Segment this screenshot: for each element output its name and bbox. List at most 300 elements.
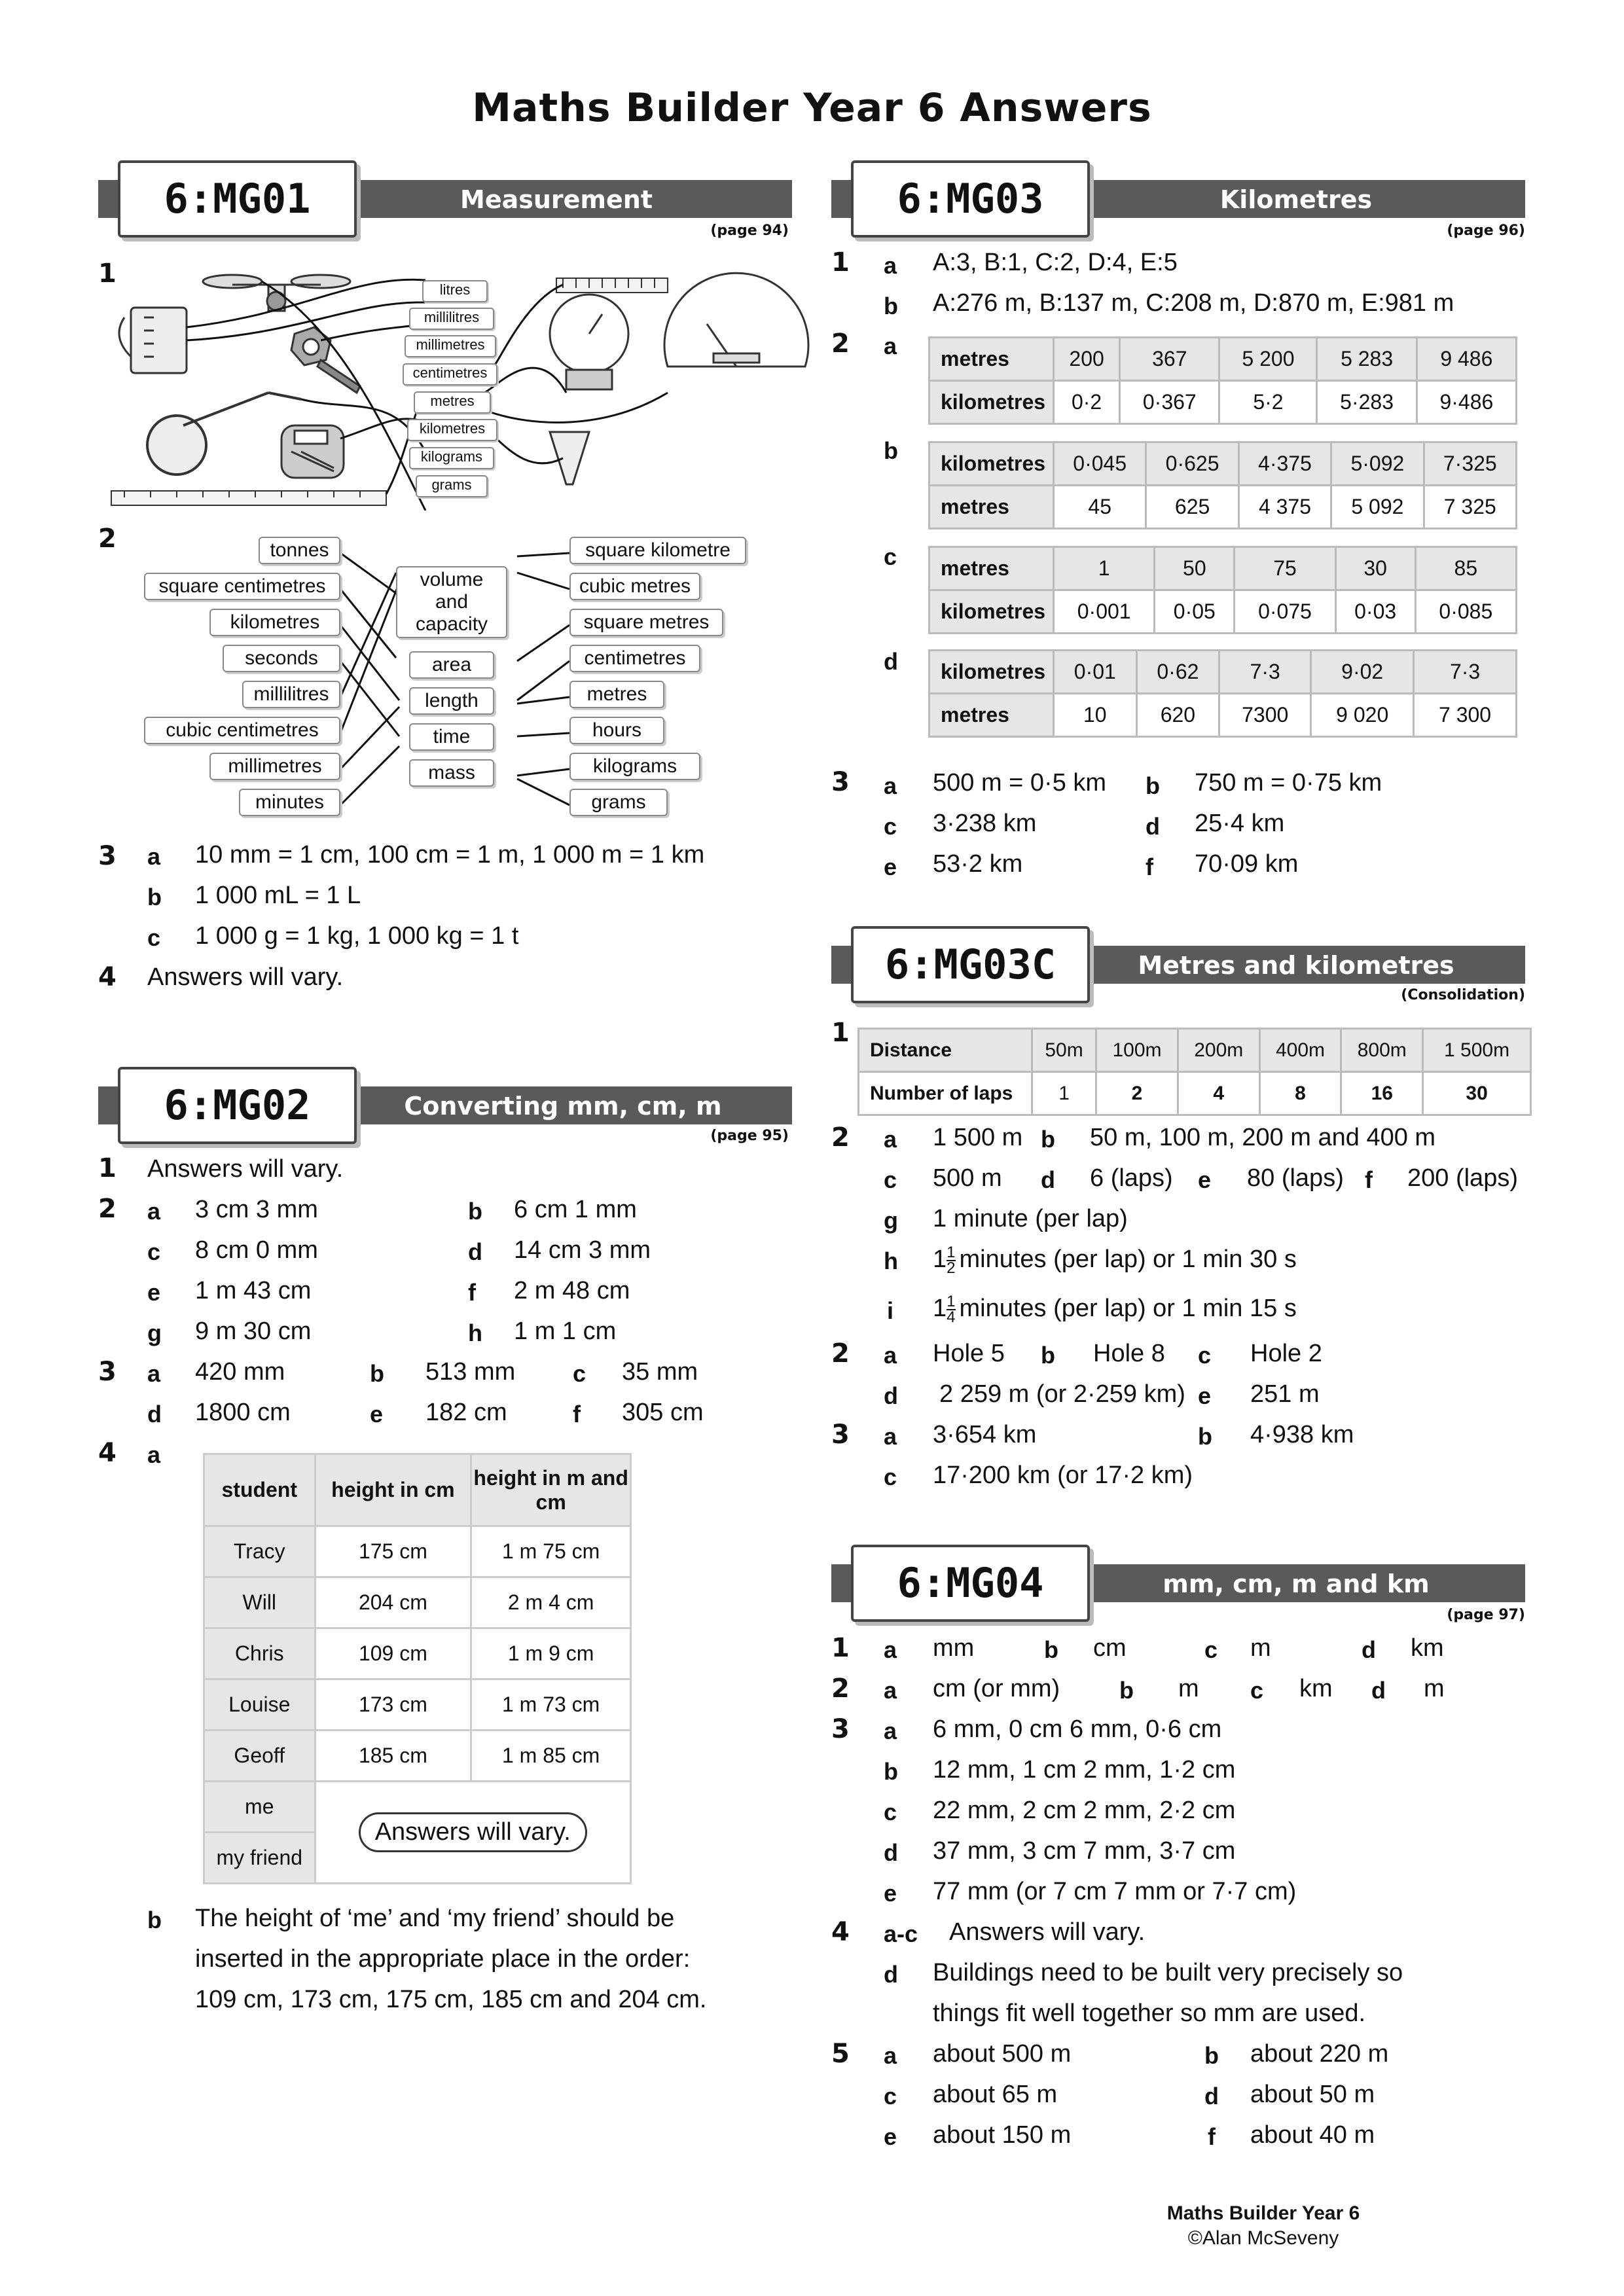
right-unit: hours: [569, 717, 664, 744]
left-unit: millilitres: [242, 681, 340, 708]
part-letter: c: [147, 924, 161, 951]
table-cell: 5·2: [1219, 381, 1317, 424]
table-cell: 109 cm: [315, 1628, 471, 1679]
answer-text: 9 m 30 cm: [195, 1318, 312, 1345]
part-letter: c: [884, 813, 897, 840]
heights-table: [203, 1453, 632, 1884]
question-number: 1: [98, 259, 117, 289]
part-letter: c: [1204, 1636, 1218, 1663]
answer-text: Hole 2: [1250, 1340, 1322, 1367]
answer-text: minutes (per lap) or 1 min 30 s: [959, 1246, 1297, 1274]
table-cell: 9·02: [1311, 651, 1414, 694]
left-unit: kilometres: [209, 609, 340, 636]
table-header: student: [204, 1454, 316, 1526]
answer-text: 17·200 km (or 17·2 km): [933, 1462, 1193, 1489]
table-cell: 0·045: [1054, 442, 1146, 486]
part-letter: c: [884, 1166, 897, 1193]
bathroom-scale-icon: [281, 425, 344, 478]
part-letter: c: [147, 1238, 161, 1265]
question-number: 5: [831, 2039, 850, 2069]
unit-label: millimetres: [405, 335, 496, 357]
part-letter: d: [884, 648, 898, 675]
answer-text: 2 m 48 cm: [514, 1277, 630, 1304]
answer-text: Hole 8: [1093, 1340, 1165, 1367]
answer-text: 1 minute (per lap): [933, 1205, 1128, 1232]
answer-text: 500 m = 0·5 km: [933, 769, 1107, 797]
unit-label: litres: [422, 280, 488, 302]
table-cell: 0·001: [1054, 590, 1155, 634]
answer-text: 1 m 43 cm: [195, 1277, 312, 1304]
answer-text: about 220 m: [1250, 2040, 1389, 2068]
conversion-table-d: [928, 649, 1517, 738]
table-cell: 30: [1335, 547, 1415, 590]
part-letter: c: [1250, 1677, 1264, 1704]
table-cell: 50m: [1032, 1029, 1096, 1072]
middle-quantity: mass: [409, 759, 494, 787]
table-cell: Tracy: [204, 1526, 316, 1577]
ruler-icon: [111, 491, 386, 505]
part-letter: i: [887, 1297, 894, 1324]
middle-quantity: volume and capacity: [396, 566, 507, 638]
kitchen-scale-icon: [550, 295, 628, 389]
table-cell: 1 m 75 cm: [471, 1526, 631, 1577]
answer-text: km: [1299, 1675, 1333, 1702]
table-cell: 0·03: [1335, 590, 1415, 634]
unit-label: kilograms: [409, 447, 494, 469]
answer-text: about 500 m: [933, 2040, 1072, 2068]
part-letter: d: [1146, 813, 1160, 840]
table-cell: 7·325: [1424, 442, 1516, 486]
table-cell: 620: [1136, 694, 1219, 737]
row-label: metres: [929, 547, 1054, 590]
table-cell: 1: [1054, 547, 1155, 590]
answer-text: 25·4 km: [1195, 810, 1285, 837]
part-letter: f: [573, 1401, 581, 1427]
table-cell: 9·486: [1416, 381, 1516, 424]
question-number: 2: [831, 1338, 850, 1369]
part-letter: b: [884, 293, 898, 319]
left-unit: tonnes: [259, 537, 340, 564]
question-number: 2: [831, 1122, 850, 1153]
part-letter: d: [884, 1839, 898, 1866]
table-cell: 5·092: [1331, 442, 1424, 486]
answer-text: about 150 m: [933, 2121, 1072, 2149]
answer-text: minutes (per lap) or 1 min 15 s: [959, 1295, 1297, 1323]
measuring-jug-icon: [119, 308, 187, 373]
table-cell: 175 cm: [315, 1526, 471, 1577]
answer-text: 6 (laps): [1090, 1164, 1173, 1192]
table-cell: 1 m 85 cm: [471, 1731, 631, 1782]
table-cell: 0·075: [1235, 590, 1335, 634]
page-title: Maths Builder Year 6 Answers: [472, 85, 1152, 131]
part-letter: d: [1371, 1677, 1386, 1704]
part-letter: a: [884, 772, 897, 799]
question-number: 2: [831, 1674, 850, 1704]
table-cell: 9 486: [1416, 338, 1516, 381]
row-label: Distance: [859, 1029, 1032, 1072]
question-number: 1: [831, 247, 850, 278]
answer-text: m: [1250, 1634, 1271, 1662]
answer-text: about 65 m: [933, 2081, 1058, 2108]
right-unit: centimetres: [569, 645, 700, 672]
table-cell: my friend: [204, 1833, 316, 1884]
right-unit: metres: [569, 681, 664, 708]
answers-vary-note: Answers will vary.: [359, 1812, 587, 1852]
answer-text: 70·09 km: [1195, 850, 1299, 878]
part-letter: f: [468, 1279, 476, 1306]
table-cell: 2: [1096, 1072, 1178, 1115]
part-letter: a: [884, 332, 897, 359]
answer-text: 1800 cm: [195, 1399, 291, 1426]
part-letter: b: [884, 437, 898, 464]
table-cell: 0·05: [1155, 590, 1235, 634]
section-heading: Measurement: [460, 185, 653, 214]
answer-text: Answers will vary.: [949, 1918, 1146, 1946]
right-unit: square metres: [569, 609, 723, 636]
footer-copyright: ©Alan McSeveny: [1187, 2227, 1339, 2249]
table-cell: 45: [1054, 486, 1146, 529]
question-number: 4: [98, 1438, 117, 1468]
answer-text: 77 mm (or 7 cm 7 mm or 7·7 cm): [933, 1878, 1297, 1905]
answer-text: 4·938 km: [1250, 1421, 1354, 1448]
middle-quantity: area: [409, 651, 494, 679]
part-letter: d: [147, 1401, 162, 1427]
answer-text: km: [1411, 1634, 1444, 1662]
part-letter: e: [1198, 1382, 1212, 1409]
table-cell: 1 m 73 cm: [471, 1679, 631, 1731]
table-cell: 0·62: [1136, 651, 1219, 694]
part-letter: f: [1146, 853, 1153, 880]
answer-text: 200 (laps): [1407, 1164, 1518, 1192]
table-cell: 7 325: [1424, 486, 1516, 529]
unit-label: centimetres: [403, 363, 497, 386]
question-number: 3: [98, 841, 117, 871]
right-unit: grams: [569, 789, 668, 816]
part-letter: a-c: [884, 1920, 918, 1947]
part-letter: e: [884, 2123, 897, 2150]
part-letter: a: [884, 1636, 897, 1663]
conversion-table-b: [928, 441, 1517, 529]
answer-text: 35 mm: [622, 1358, 698, 1386]
table-cell: 367: [1120, 338, 1219, 381]
unit-label: kilometres: [407, 419, 497, 441]
part-letter: a: [884, 1342, 897, 1369]
answer-text: 1 m 1 cm: [514, 1318, 617, 1345]
table-cell: 0·085: [1415, 590, 1516, 634]
measuring-cylinder-icon: [550, 432, 589, 484]
unit-label: grams: [416, 475, 488, 497]
answer-text: 305 cm: [622, 1399, 704, 1426]
laps-table: [857, 1028, 1532, 1116]
answer-text: cm (or mm): [933, 1675, 1060, 1702]
part-letter: b: [1146, 772, 1160, 799]
table-cell: 4: [1178, 1072, 1259, 1115]
page-reference: (page 96): [1447, 223, 1525, 239]
answer-text: 1 500 m: [933, 1124, 1023, 1151]
section-code: 6:MG01: [118, 160, 357, 238]
question-number: 2: [98, 524, 117, 554]
answer-text: Answers will vary.: [147, 1155, 344, 1183]
part-letter: b: [884, 1758, 898, 1785]
left-unit: millimetres: [209, 753, 340, 780]
table-cell: 185 cm: [315, 1731, 471, 1782]
table-cell: 400m: [1259, 1029, 1341, 1072]
table-cell: Chris: [204, 1628, 316, 1679]
right-unit: cubic metres: [569, 573, 700, 600]
part-letter: b: [1041, 1342, 1055, 1369]
part-letter: c: [884, 1799, 897, 1825]
table-cell: 5·283: [1317, 381, 1416, 424]
unit-label: millilitres: [409, 308, 494, 330]
answer-text: 500 m: [933, 1164, 1002, 1192]
row-label: Number of laps: [859, 1072, 1032, 1115]
row-label: metres: [929, 338, 1054, 381]
answer-text: The height of ‘me’ and ‘my friend’ should be: [195, 1905, 675, 1932]
question-number: 2: [98, 1194, 117, 1224]
table-cell: 8: [1259, 1072, 1341, 1115]
question-number: 3: [98, 1357, 117, 1387]
answer-text: 251 m: [1250, 1380, 1320, 1408]
answer-text: 109 cm, 173 cm, 175 cm, 185 cm and 204 cm.: [195, 1986, 707, 2013]
conversion-table-c: [928, 546, 1517, 634]
row-label: metres: [929, 694, 1054, 737]
part-letter: b: [1119, 1677, 1134, 1704]
right-unit: square kilometre: [569, 537, 746, 564]
part-letter: c: [1198, 1342, 1212, 1369]
part-letter: a: [884, 2042, 897, 2069]
page-reference: (page 94): [710, 223, 789, 239]
question-number: 1: [98, 1153, 117, 1183]
table-cell: 16: [1341, 1072, 1423, 1115]
part-letter: a: [884, 1126, 897, 1153]
fraction-quarter: $\frac{1}{4}$: [947, 1293, 956, 1326]
part-letter: e: [147, 1279, 161, 1306]
part-letter: d: [884, 1961, 898, 1988]
table-cell: [315, 1782, 630, 1884]
table-header: height in m and cm: [471, 1454, 631, 1526]
part-letter: e: [884, 1880, 897, 1907]
table-cell: 50: [1155, 547, 1235, 590]
section-heading: Metres and kilometres: [1138, 951, 1454, 980]
page-reference: (Consolidation): [1401, 987, 1525, 1003]
right-unit: kilograms: [569, 753, 700, 780]
answer-text: 182 cm: [425, 1399, 507, 1426]
answer-text: 50 m, 100 m, 200 m and 400 m: [1090, 1124, 1436, 1151]
question-number: 3: [831, 1420, 850, 1450]
answer-text: Hole 5: [933, 1340, 1005, 1367]
table-cell: 800m: [1341, 1029, 1423, 1072]
table-cell: 0·01: [1054, 651, 1137, 694]
answer-text: 1 000 mL = 1 L: [195, 882, 361, 909]
balance-scale-icon: [203, 275, 350, 311]
part-letter: a: [147, 843, 161, 870]
part-letter: b: [147, 884, 162, 910]
answer-text: 1 $\frac{1}{2}$ minutes (per lap) or 1 min 30 s: [933, 1244, 1297, 1277]
table-cell: 173 cm: [315, 1679, 471, 1731]
part-letter: g: [147, 1319, 162, 1346]
part-letter: a: [147, 1360, 161, 1387]
question-number: 1: [831, 1018, 850, 1048]
part-letter: g: [884, 1207, 898, 1234]
table-cell: 100m: [1096, 1029, 1178, 1072]
part-letter: f: [1208, 2123, 1216, 2150]
table-header: height in cm: [315, 1454, 471, 1526]
part-letter: h: [468, 1319, 482, 1346]
left-unit: square centimetres: [144, 573, 340, 600]
answer-text: 8 cm 0 mm: [195, 1236, 318, 1264]
table-cell: me: [204, 1782, 316, 1833]
part-letter: c: [573, 1360, 586, 1387]
question-number: 4: [831, 1917, 850, 1947]
section-code: 6:MG04: [851, 1545, 1090, 1622]
middle-quantity: length: [409, 687, 494, 715]
answer-text: A:276 m, B:137 m, C:208 m, D:870 m, E:981 m: [933, 289, 1454, 317]
table-cell: 625: [1146, 486, 1238, 529]
table-cell: 7·3: [1219, 651, 1311, 694]
section-heading: Kilometres: [1219, 185, 1373, 214]
table-cell: 0·2: [1054, 381, 1120, 424]
section-heading: mm, cm, m and km: [1163, 1570, 1430, 1598]
answer-text: 3 cm 3 mm: [195, 1196, 318, 1223]
answer-text: 3·238 km: [933, 810, 1037, 837]
table-cell: 4 375: [1238, 486, 1331, 529]
row-label: kilometres: [929, 442, 1054, 486]
answer-text: things fit well together so mm are used.: [933, 2000, 1366, 2027]
part-letter: a: [884, 252, 897, 279]
question-number: 1: [831, 1633, 850, 1663]
odometer-icon: [664, 273, 808, 367]
part-letter: d: [468, 1238, 482, 1265]
page-reference: (page 97): [1447, 1607, 1525, 1623]
answer-text: m: [1424, 1675, 1445, 1702]
table-cell: 1: [1032, 1072, 1096, 1115]
answer-text: 6 cm 1 mm: [514, 1196, 637, 1223]
table-cell: 5 200: [1219, 338, 1317, 381]
part-letter: b: [370, 1360, 384, 1387]
table-cell: 5 283: [1317, 338, 1416, 381]
table-cell: 10: [1054, 694, 1137, 737]
question-number: 4: [98, 962, 117, 992]
unit-label: metres: [414, 391, 491, 414]
part-letter: e: [370, 1401, 384, 1427]
part-letter: c: [884, 1463, 897, 1490]
answer-text: 10 mm = 1 cm, 100 cm = 1 m, 1 000 m = 1 km: [195, 841, 705, 869]
footer-book-title: Maths Builder Year 6: [1166, 2202, 1360, 2224]
part-letter: a: [884, 1717, 897, 1744]
conversion-table-a: [928, 336, 1517, 425]
answer-text: m: [1178, 1675, 1199, 1702]
trundle-wheel-icon: [147, 393, 301, 475]
table-cell: 7300: [1219, 694, 1311, 737]
part-letter: f: [1365, 1166, 1373, 1193]
part-letter: d: [884, 1382, 898, 1409]
middle-quantity: time: [409, 723, 494, 751]
answer-text: about 50 m: [1250, 2081, 1375, 2108]
part-letter: b: [147, 1907, 162, 1933]
table-cell: 1 m 9 cm: [471, 1628, 631, 1679]
table-cell: Will: [204, 1577, 316, 1628]
answer-text: cm: [1093, 1634, 1127, 1662]
part-letter: b: [1044, 1636, 1058, 1663]
answer-text: A:3, B:1, C:2, D:4, E:5: [933, 249, 1178, 276]
answer-text: 12 mm, 1 cm 2 mm, 1·2 cm: [933, 1756, 1236, 1784]
part-letter: d: [1204, 2083, 1219, 2109]
section-code: 6:MG03C: [851, 926, 1090, 1003]
answer-text: about 40 m: [1250, 2121, 1375, 2149]
page-reference: (page 95): [710, 1128, 789, 1144]
table-cell: 85: [1415, 547, 1516, 590]
answer-text: 53·2 km: [933, 850, 1023, 878]
part-letter: d: [1041, 1166, 1055, 1193]
table-cell: 200m: [1178, 1029, 1259, 1072]
table-cell: 200: [1054, 338, 1120, 381]
part-letter: c: [884, 2083, 897, 2109]
part-letter: a: [884, 1677, 897, 1704]
table-cell: Louise: [204, 1679, 316, 1731]
part-letter: b: [1198, 1423, 1212, 1450]
answer-text: 37 mm, 3 cm 7 mm, 3·7 cm: [933, 1837, 1236, 1865]
table-cell: 9 020: [1311, 694, 1414, 737]
section-heading: Converting mm, cm, m: [404, 1092, 722, 1121]
section-code: 6:MG02: [118, 1067, 357, 1144]
row-label: metres: [929, 486, 1054, 529]
answer-text: 1 000 g = 1 kg, 1 000 kg = 1 t: [195, 922, 519, 950]
part-letter: d: [1362, 1636, 1376, 1663]
answer-text: 513 mm: [425, 1358, 516, 1386]
answer-text: 1 $\frac{1}{4}$ minutes (per lap) or 1 min 15 s: [933, 1293, 1297, 1326]
answer-text: 22 mm, 2 cm 2 mm, 2·2 cm: [933, 1797, 1236, 1824]
table-cell: 75: [1235, 547, 1335, 590]
section-code: 6:MG03: [851, 160, 1090, 238]
tape-measure-icon: [556, 278, 668, 293]
answer-text: 750 m = 0·75 km: [1195, 769, 1382, 797]
table-cell: 0·625: [1146, 442, 1238, 486]
answer-text: 80 (laps): [1247, 1164, 1344, 1192]
answer-text: 2 259 m (or 2·259 km): [939, 1380, 1185, 1408]
part-letter: a: [147, 1441, 161, 1468]
answer-text: 14 cm 3 mm: [514, 1236, 651, 1264]
question-number: 2: [831, 329, 850, 359]
part-letter: a: [884, 1423, 897, 1450]
question-number: 3: [831, 1714, 850, 1744]
answer-text: Answers will vary.: [147, 963, 344, 991]
question-number: 3: [831, 767, 850, 797]
left-unit: seconds: [223, 645, 340, 672]
row-label: kilometres: [929, 381, 1054, 424]
part-letter: b: [468, 1198, 482, 1225]
table-cell: 4·375: [1238, 442, 1331, 486]
answer-text: mm: [933, 1634, 975, 1662]
part-letter: e: [1198, 1166, 1212, 1193]
part-letter: b: [1204, 2042, 1219, 2069]
part-letter: a: [147, 1198, 161, 1225]
part-letter: b: [1041, 1126, 1055, 1153]
answer-text: 6 mm, 0 cm 6 mm, 0·6 cm: [933, 1715, 1222, 1743]
table-cell: 30: [1423, 1072, 1531, 1115]
answer-text: inserted in the appropriate place in the order:: [195, 1945, 691, 1973]
table-cell: 2 m 4 cm: [471, 1577, 631, 1628]
part-letter: e: [884, 853, 897, 880]
row-label: kilometres: [929, 651, 1054, 694]
answer-text: Buildings need to be built very precisely so: [933, 1959, 1403, 1986]
row-label: kilometres: [929, 590, 1054, 634]
table-cell: 7 300: [1414, 694, 1517, 737]
part-letter: c: [884, 543, 897, 570]
table-cell: 0·367: [1120, 381, 1219, 424]
part-letter: h: [884, 1247, 898, 1274]
table-cell: 7·3: [1414, 651, 1517, 694]
answer-text: 3·654 km: [933, 1421, 1037, 1448]
